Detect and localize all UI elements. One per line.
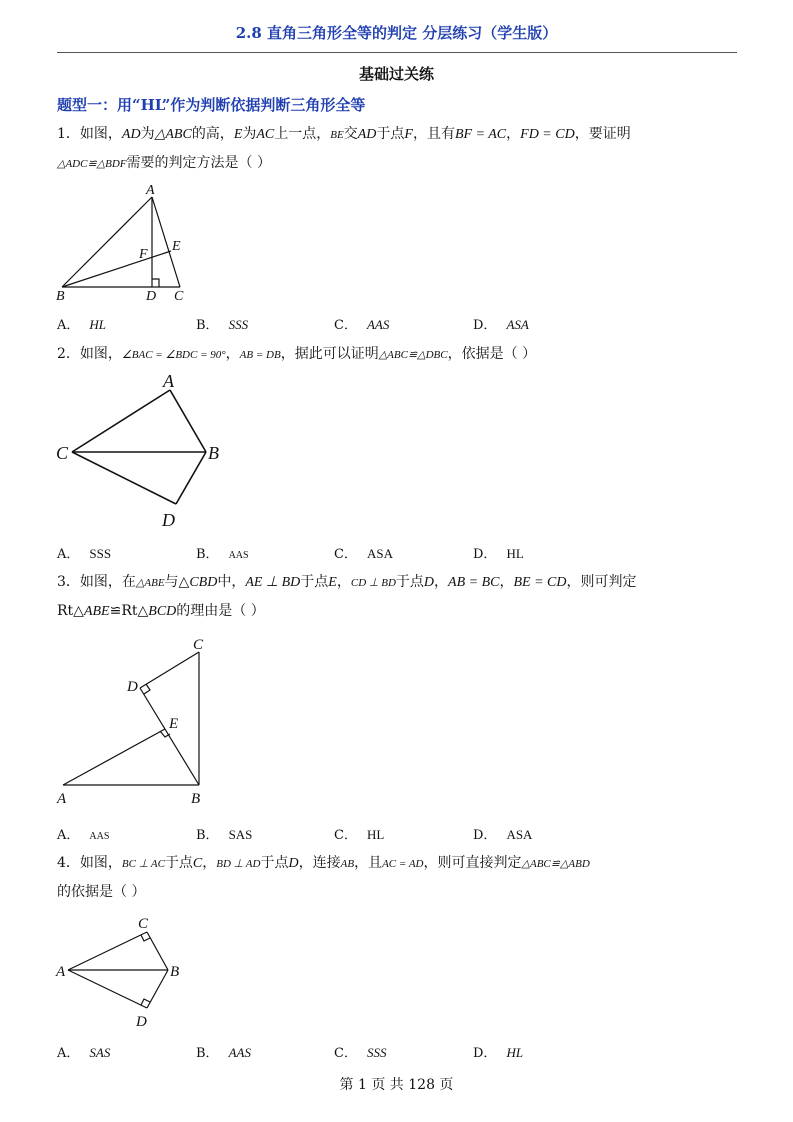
q2-label-C: C	[56, 443, 69, 463]
question-3-options	[57, 824, 747, 844]
q3-option-c[interactable]: C． HL	[334, 827, 385, 843]
question-2-options	[57, 543, 747, 563]
q3-option-a[interactable]: A． AAS	[57, 828, 110, 843]
q1-option-a[interactable]: A． HL	[57, 317, 107, 333]
question-2-figure	[50, 370, 240, 535]
section-title: 基础过关练	[358, 65, 434, 83]
q1-label-D: D	[146, 289, 157, 304]
q1-label-E: E	[172, 239, 181, 254]
question-4-figure	[50, 910, 200, 1035]
question-3-figure	[50, 632, 220, 812]
q1-option-c[interactable]: C． AAS	[334, 317, 390, 333]
q1-option-b[interactable]: B． SSS	[196, 317, 249, 333]
q2-label-A: A	[163, 371, 174, 391]
q1-label-B: B	[56, 289, 65, 304]
q2-option-d[interactable]: D． HL	[473, 546, 524, 562]
question-1-options	[57, 314, 747, 334]
question-4-text: 4．如图，BC ⊥ AC于点C，BD ⊥ AD于点D，连接AB，且AC = AD，则可直接判定△ABC≌△ABD 的依据是（ ）	[57, 855, 590, 900]
q4-label-B: B	[170, 964, 180, 980]
q2-option-c[interactable]: C． ASA	[334, 546, 393, 562]
question-type-heading: 题型一：用“HL”作为判断依据判断三角形全等	[57, 96, 366, 114]
question-3-text: 3．如图，在△ABE与△CBD中，AE ⊥ BD于点E，CD ⊥ BD于点D，AB = BC，BE = CD，则可判定 Rt△ABE≌Rt△BCD的理由是（ ）	[57, 574, 637, 619]
q3-option-b[interactable]: B． SAS	[196, 827, 253, 843]
q2-option-a[interactable]: A． SSS	[57, 546, 112, 562]
q1-label-F: F	[139, 247, 148, 262]
header-divider	[57, 52, 737, 53]
q4-label-A: A	[56, 964, 66, 980]
q2-label-B: B	[208, 443, 219, 463]
q4-option-d[interactable]: D． HL	[473, 1045, 524, 1061]
q2-option-b[interactable]: B． AAS	[196, 547, 249, 562]
q3-label-A: A	[57, 791, 67, 807]
page-header-title: 2.8 直角三角形全等的判定 分层练习（学生版）	[235, 24, 558, 42]
question-1-figure	[50, 180, 200, 305]
q4-option-c[interactable]: C． SSS	[334, 1045, 387, 1061]
q4-option-a[interactable]: A． SAS	[57, 1045, 111, 1061]
q1-label-C: C	[174, 289, 184, 304]
q3-label-C: C	[193, 637, 204, 653]
q4-option-b[interactable]: B． AAS	[196, 1045, 251, 1061]
q3-option-d[interactable]: D． ASA	[473, 827, 533, 843]
page-footer: 第 1 页 共 128 页	[339, 1077, 454, 1093]
q4-label-C: C	[138, 916, 149, 932]
q2-label-D: D	[162, 510, 175, 530]
q3-label-E: E	[169, 716, 179, 732]
q3-label-D: D	[127, 679, 138, 695]
q1-option-d[interactable]: D． ASA	[473, 317, 529, 333]
question-1-text: 1．如图，AD为△ABC的高，E为AC上一点，BE交AD于点F，且有BF = AC，FD = CD，要证明 △ADC≌△BDF需要的判定方法是（ ）	[57, 126, 631, 171]
question-2-text: 2．如图，∠BAC = ∠BDC = 90°，AB = DB，据此可以证明△ABC≌△DBC，依据是（ ）	[57, 346, 537, 362]
q3-label-B: B	[191, 791, 201, 807]
question-4-options	[57, 1042, 747, 1062]
q1-label-A: A	[146, 183, 155, 198]
q4-label-D: D	[136, 1014, 147, 1030]
